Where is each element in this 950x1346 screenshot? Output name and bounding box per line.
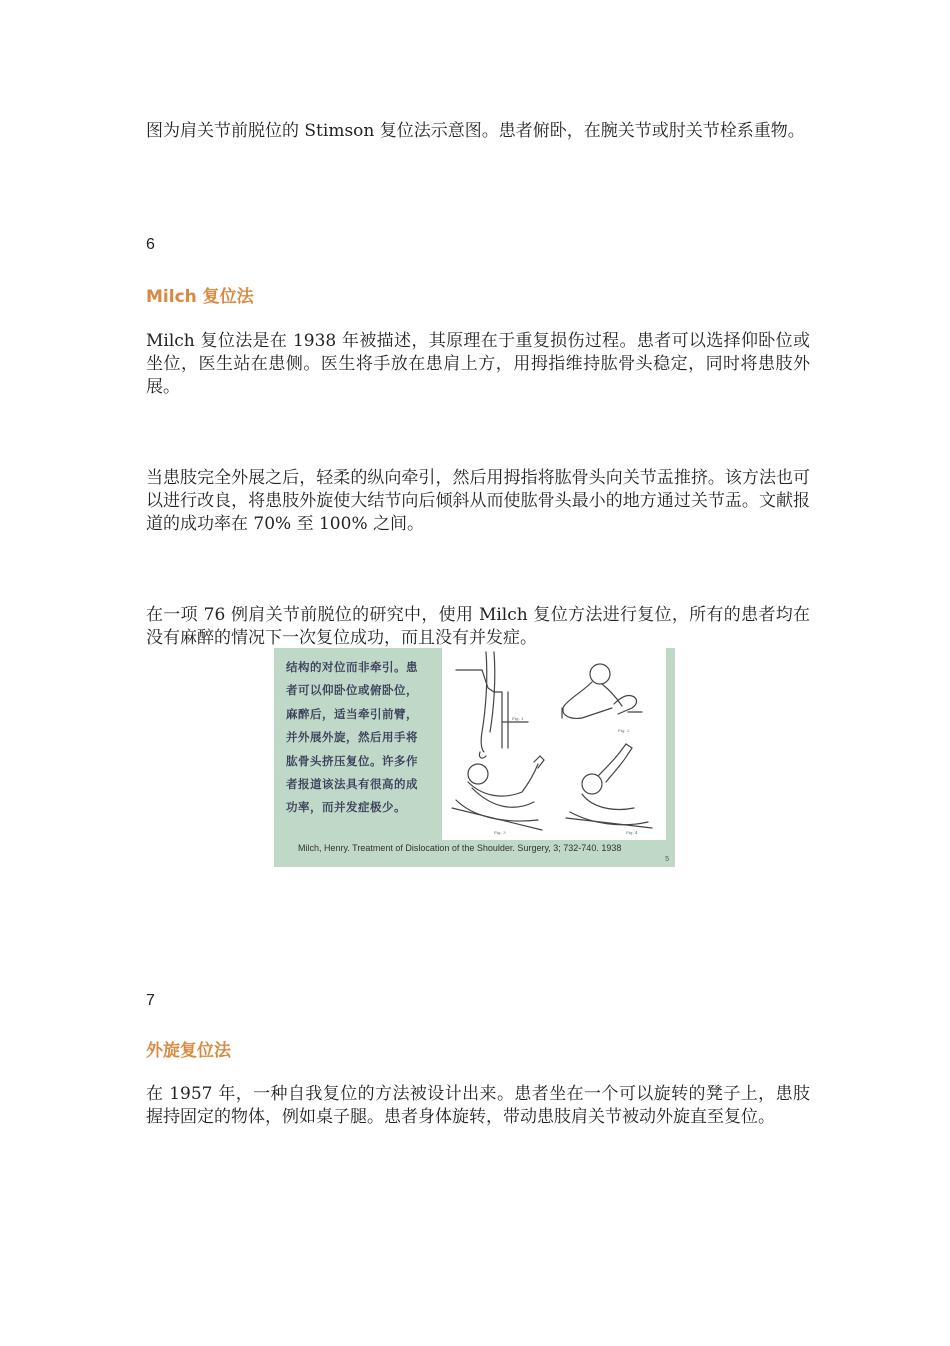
figure-text-line: 者报道该法具有很高的成 [286, 777, 418, 792]
figure-page-number: 5 [665, 856, 669, 863]
figure-text-line: 功率，而并发症极少。 [286, 800, 406, 815]
panel-label-3: Fig. 3 [494, 830, 506, 835]
external-rotation-paragraph: 在 1957 年，一种自我复位的方法被设计出来。患者坐在一个可以旋转的凳子上，患肢握持固定的物体，例如桌子腿。患者身体旋转，带动患肢肩关节被动外旋直至复位。 [146, 1084, 810, 1127]
sketch-panel-3 [452, 756, 544, 835]
figure-caption: Milch, Henry. Treatment of Dislocation of the Shoulder. Surgery, 3; 732-740. 1938 [298, 843, 622, 853]
section-number-6: 6 [146, 236, 155, 253]
sketch-panel-4 [566, 744, 652, 835]
figure-text-line: 肱骨头挤压复位。许多作 [286, 753, 418, 768]
figure-text [286, 656, 438, 820]
milch-paragraph-1: Milch 复位法是在 1938 年被描述，其原理在于重复损伤过程。患者可以选择仰卧位或坐位，医生站在患侧。医生将手放在患肩上方，用拇指维持肱骨头稳定，同时将患肢外展。 [146, 331, 810, 397]
sketch-panel-2 [562, 664, 642, 733]
section-number-7: 7 [146, 992, 155, 1009]
figure-text-line: 并外展外旋，然后用手将 [286, 730, 418, 745]
panel-label-1: Fig. 1 [512, 716, 524, 721]
intro-paragraph: 图为肩关节前脱位的 Stimson 复位法示意图。患者俯卧，在腕关节或肘关节栓系重物。 [146, 121, 805, 141]
reduction-sketches [442, 648, 666, 840]
section-heading-milch: Milch 复位法 [146, 287, 254, 307]
figure-text-line: 麻醉后，适当牵引前臂， [286, 706, 418, 721]
milch-paragraph-2: 当患肢完全外展之后，轻柔的纵向牵引，然后用拇指将肱骨头向关节盂推挤。该方法也可以进行改良，将患肢外旋使大结节向后倾斜从而使肱骨头最小的地方通过关节盂。文献报道的成功率在 70% 至 100% 之间。 [146, 468, 810, 534]
milch-method-figure [274, 648, 675, 867]
panel-label-2: Fig. 2 [618, 728, 630, 733]
section-heading-external-rotation: 外旋复位法 [146, 1041, 231, 1061]
sketch-panel-1 [456, 652, 528, 758]
figure-text-line: 结构的对位而非牵引。患 [286, 660, 418, 674]
figure-text-line: 者可以仰卧位或俯卧位， [286, 683, 418, 698]
panel-label-4: Fig. 4 [626, 830, 638, 835]
milch-paragraph-3: 在一项 76 例肩关节前脱位的研究中，使用 Milch 复位方法进行复位，所有的患者均在没有麻醉的情况下一次复位成功，而且没有并发症。 [146, 605, 810, 648]
reduction-illustration [442, 648, 666, 840]
